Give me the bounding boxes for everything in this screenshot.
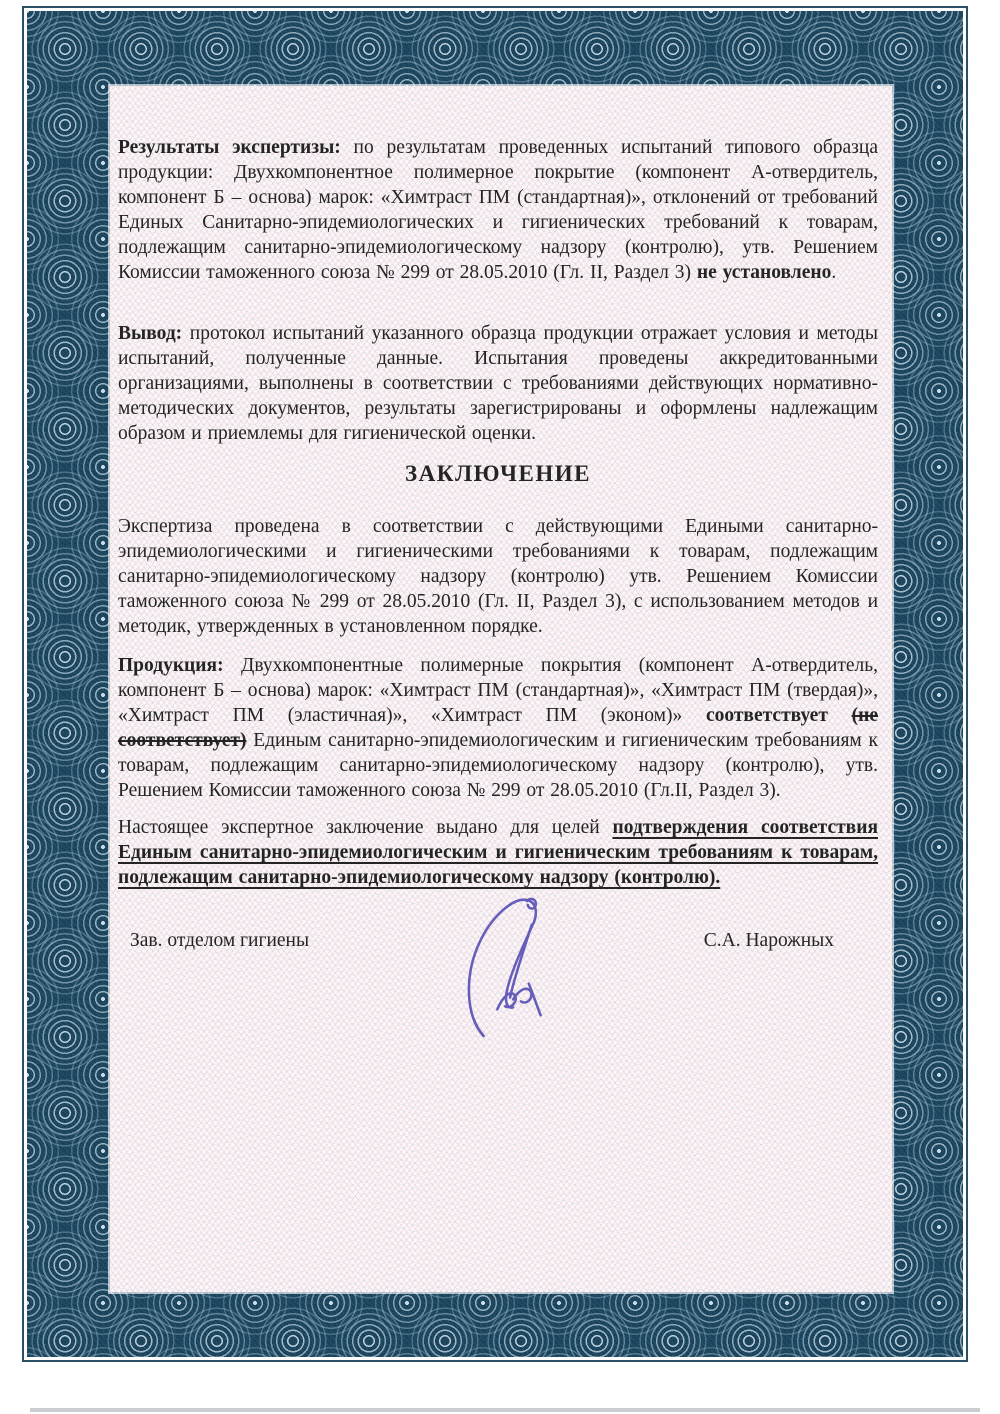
expertise-body: Экспертиза проведена в соответствии с действующими Едиными санитарно-эпидемиологическими и гигиеническими требованиями к товарам, подлежащим санитарно-эпидемиологическому надзору (контролю) утв. Решением Комиссии таможенного союза № 299 от 28.05.2010 (Гл. II, Раздел 3), с использованием методов и методик, утвержденных в установленном порядке. <box>118 516 878 637</box>
results-body: по результатам проведенных испытаний типового образца продукции: Двухкомпонентное полимерное покрытие (компонент А-отвердитель, компонент Б – основа) марок: «Химтраст ПМ (стандартная)», отклонений от требований Единых Санитарно-эпидемиологических и гигиенических требований к товарам, подлежащим санитарно-эпидемиологическому надзору (контролю), утв. Решением Комиссии таможенного союза № 299 от 28.05.2010 (Гл. II, Раздел 3) <box>118 137 878 283</box>
paragraph-results <box>118 135 878 285</box>
paragraph-production <box>118 653 878 803</box>
signer-name: С.А. Нарожных <box>703 930 834 951</box>
paragraph-purpose <box>118 815 878 890</box>
scan-edge-artifact <box>30 1408 980 1412</box>
results-tail: . <box>831 262 837 283</box>
signature-block <box>118 930 878 952</box>
paragraph-expertise <box>118 514 878 639</box>
conclusion-heading: ЗАКЛЮЧЕНИЕ <box>405 461 591 486</box>
paragraph-conclusion-note <box>118 321 878 446</box>
position-title: Зав. отделом гигиены <box>130 930 310 951</box>
certificate-page <box>22 6 968 1362</box>
purpose-body: Настоящее экспертное заключение выдано для целей <box>118 817 613 838</box>
production-body: Двухкомпонентные полимерные покрытия (компонент А-отвердитель, компонент Б – основа) марок: «Химтраст ПМ (стандартная)», «Химтраст ПМ (твердая)», «Химтраст ПМ (эластичная)», «Химтраст ПМ (эконом)» <box>118 655 878 726</box>
production-tail: Единым санитарно-эпидемиологическим и гигиеническим требованиям к товарам, подлежащим санитарно-эпидемиологическому надзору (контролю), утв. Решением Комиссии таможенного союза № 299 от 28.05.2010 (Гл.II, Раздел 3). <box>118 730 878 801</box>
certificate-content <box>110 86 892 1292</box>
handwritten-signature <box>454 890 582 1040</box>
signature-ink-icon <box>454 890 582 1040</box>
conclusion-note-label: Вывод: <box>118 323 183 344</box>
purpose-underlined: подтверждения соответствия Единым санитарно-эпидемиологическим и гигиеническим требованиям к товарам, подлежащим санитарно-эпидемиологическому надзору (контролю). <box>118 817 878 888</box>
production-label: Продукция: <box>118 655 224 676</box>
production-strikethrough: (не соответствует) <box>118 705 878 751</box>
results-label: Результаты экспертизы: <box>118 137 341 158</box>
production-verdict: соответствует <box>705 705 852 726</box>
conclusion-note-body: протокол испытаний указанного образца продукции отражает условия и методы испытаний, полученные данные. Испытания проведены аккредитованными организациями, выполнены в соответствии с требованиями действующих нормативно-методических документов, результаты зарегистрированы и оформлены надлежащим образом и приемлемы для гигиенической оценки. <box>118 323 878 444</box>
results-verdict: не установлено <box>696 262 832 283</box>
